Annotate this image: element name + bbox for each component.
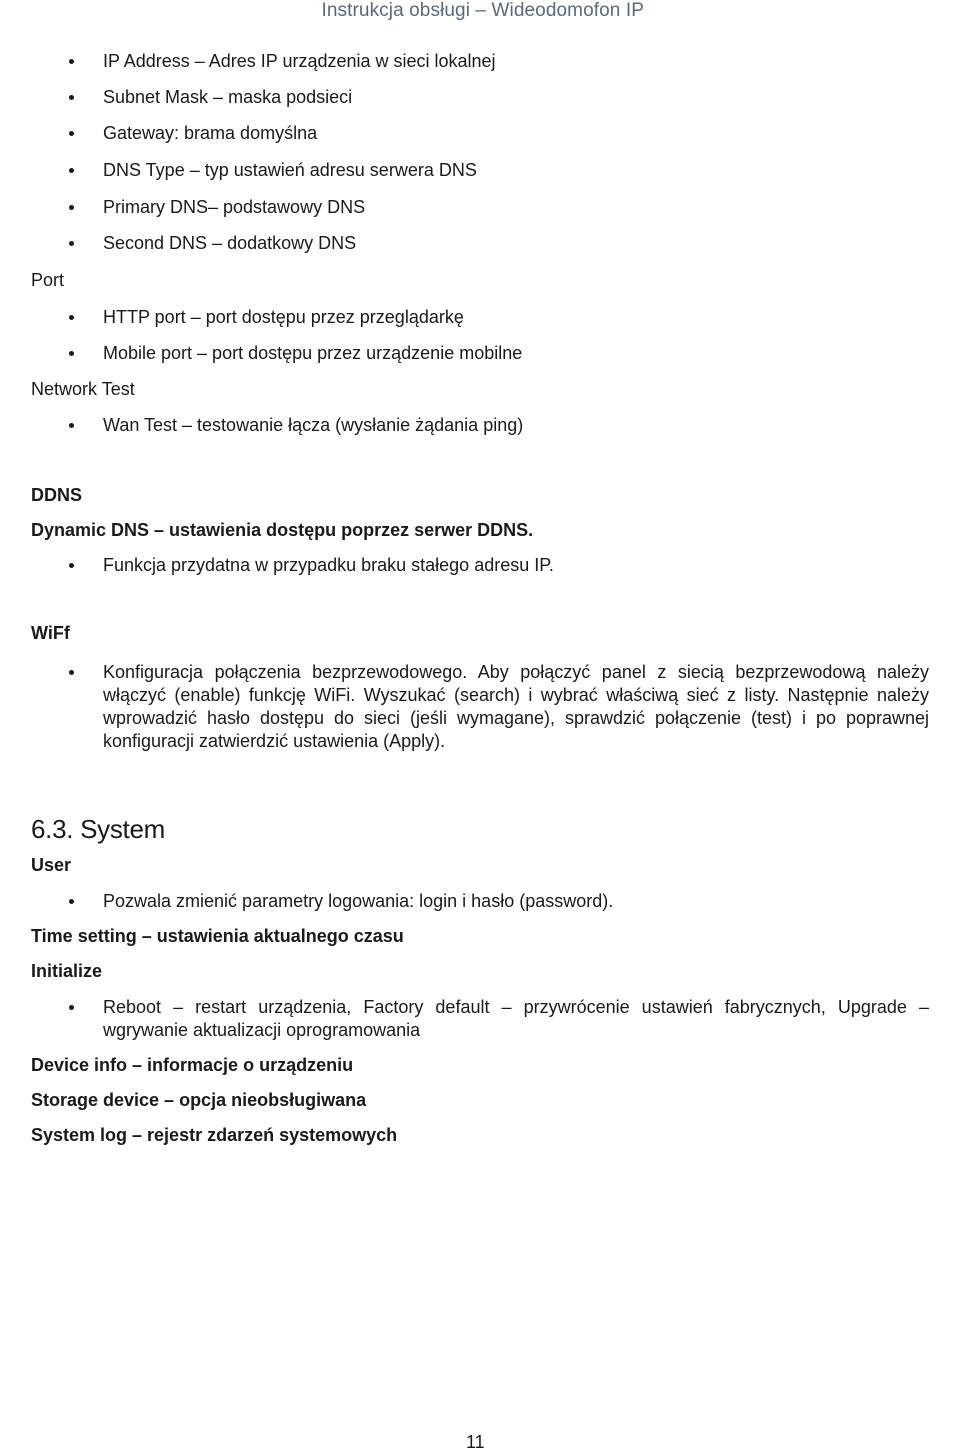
list-item: Funkcja przydatna w przypadku braku stałego adresu IP. xyxy=(31,554,929,577)
bullet-icon xyxy=(69,95,74,100)
list-item: Second DNS – dodatkowy DNS xyxy=(31,232,929,255)
bullet-icon xyxy=(69,205,74,210)
time-setting-heading: Time setting – ustawienia aktualnego czasu xyxy=(31,926,404,946)
ddns-heading: DDNS xyxy=(31,485,83,505)
list-item: IP Address – Adres IP urządzenia w sieci lokalnej xyxy=(31,50,929,73)
network-test-heading: Network Test xyxy=(31,379,135,399)
bullet-icon xyxy=(69,899,74,904)
list-item: Konfiguracja połączenia bezprzewodowego. Aby połączyć panel z siecią bezprzewodową należy włączyć (enable) funkcję WiFi. Wyszukać (search) i wybrać właściwą sieć z listy. Następnie należy wprowadzić hasło dostępu do sieci (jeśli wymagane), sprawdzić połączenie (test) i po poprawnej konfiguracji zatwierdzić ustawienia (Apply). xyxy=(31,661,929,753)
bullet-icon xyxy=(69,1005,74,1010)
port-heading: Port xyxy=(31,270,65,290)
user-heading: User xyxy=(31,855,72,875)
list-item: HTTP port – port dostępu przez przeglądarkę xyxy=(31,306,929,329)
initialize-heading: Initialize xyxy=(31,961,103,981)
list-item: Reboot – restart urządzenia, Factory default – przywrócenie ustawień fabrycznych, Upgrade – wgrywanie aktualizacji oprogramowania xyxy=(31,996,929,1042)
system-log-heading: System log – rejestr zdarzeń systemowych xyxy=(31,1125,398,1145)
bullet-icon xyxy=(69,423,74,428)
list-item: Pozwala zmienić parametry logowania: login i hasło (password). xyxy=(31,890,929,913)
bullet-icon xyxy=(69,131,74,136)
page-header: Instrukcja obsługi – Wideodomofon IP xyxy=(321,0,644,21)
document-content xyxy=(31,50,929,1147)
bullet-icon xyxy=(69,59,74,64)
device-info-heading: Device info – informacje o urządzeniu xyxy=(31,1055,354,1075)
list-item: Gateway: brama domyślna xyxy=(31,122,929,145)
page-number: 11 xyxy=(466,1432,485,1452)
bullet-icon xyxy=(69,315,74,320)
bullet-icon xyxy=(69,351,74,356)
bullet-icon xyxy=(69,563,74,568)
list-item: DNS Type – typ ustawień adresu serwera DNS xyxy=(31,159,929,182)
list-item: Wan Test – testowanie łącza (wysłanie żądania ping) xyxy=(31,414,929,437)
list-item: Subnet Mask – maska podsieci xyxy=(31,86,929,109)
bullet-icon xyxy=(69,168,74,173)
storage-device-heading: Storage device – opcja nieobsługiwana xyxy=(31,1090,367,1110)
bullet-icon xyxy=(69,241,74,246)
network-settings-list xyxy=(31,50,929,255)
section-title: 6.3. System xyxy=(31,814,165,844)
list-item: Primary DNS– podstawowy DNS xyxy=(31,196,929,219)
wiff-heading: WiFf xyxy=(31,623,70,643)
list-item: Mobile port – port dostępu przez urządzenie mobilne xyxy=(31,342,929,365)
ddns-subheading: Dynamic DNS – ustawienia dostępu poprzez serwer DDNS. xyxy=(31,520,534,540)
bullet-icon xyxy=(69,670,74,675)
